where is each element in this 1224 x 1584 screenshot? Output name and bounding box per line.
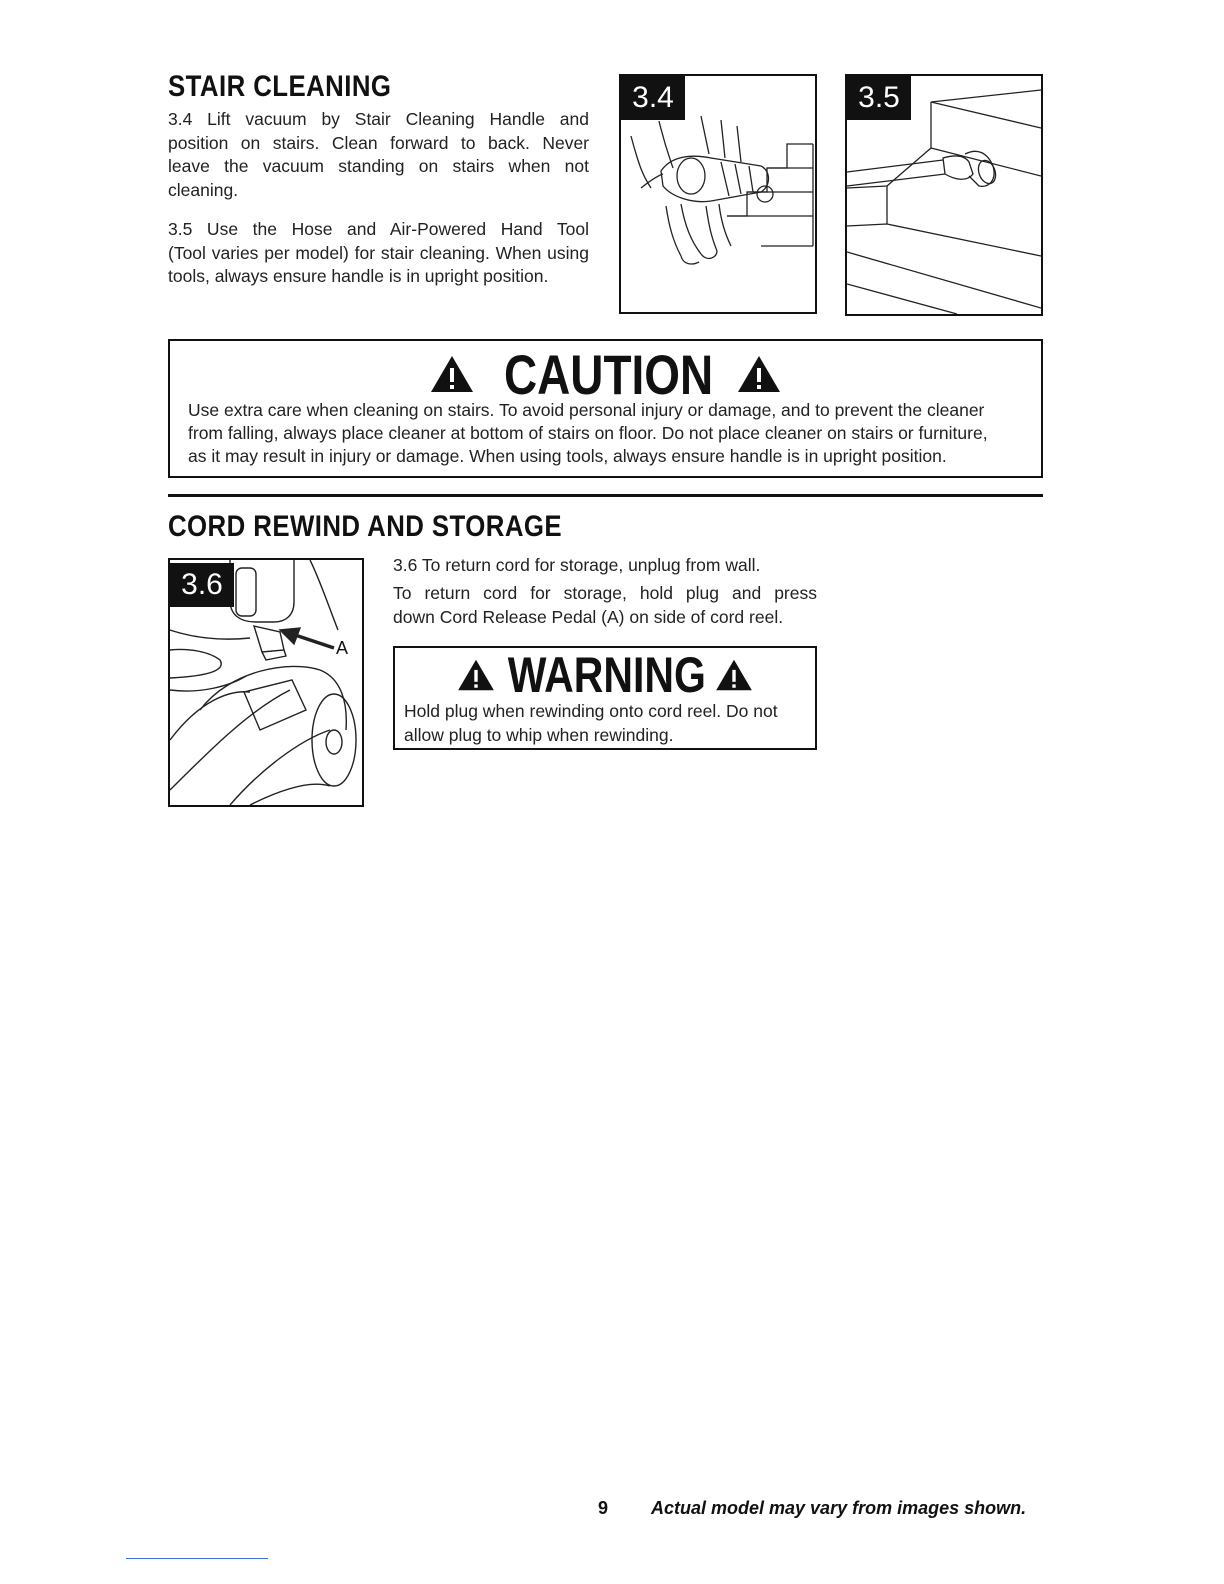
figure-3-4-label: 3.4 <box>621 76 685 120</box>
vacuum-on-stairs-illustration <box>621 76 815 312</box>
cord-storage-text <box>393 582 817 629</box>
warning-line-2: allow plug to whip when rewinding. <box>404 724 674 745</box>
warning-text <box>404 700 814 747</box>
figure-3-5 <box>845 74 1043 316</box>
section-divider <box>168 494 1043 497</box>
callout-a-label: A <box>336 638 349 658</box>
step-3-5-line-2: (Tool varies per model) for stair cleaning. When using <box>168 242 589 263</box>
caution-title-row <box>170 343 1041 405</box>
warning-title: WARNING <box>507 647 707 703</box>
step-3-4-line-2: position on stairs. Clean forward to back. Never <box>168 132 589 153</box>
cord-rewind-heading: CORD REWIND AND STORAGE <box>168 510 563 543</box>
caution-line-1: Use extra care when cleaning on stairs. To avoid personal injury or damage, and to prevent the cleaner <box>188 400 985 420</box>
stair-cleaning-heading: STAIR CLEANING <box>168 70 392 103</box>
caution-text <box>188 399 1028 468</box>
warning-triangle-icon <box>456 658 496 692</box>
warning-title-row <box>395 647 815 703</box>
step-3-6-text <box>393 554 817 578</box>
warning-triangle-icon <box>714 658 754 692</box>
cord-storage-line-1: To return cord for storage, hold plug and press <box>393 583 817 603</box>
hose-tool-on-stairs-illustration <box>847 76 1041 314</box>
footer-note: Actual model may vary from images shown. <box>651 1498 1027 1518</box>
warning-line-1: Hold plug when rewinding onto cord reel. Do not <box>404 701 778 721</box>
caution-line-3: as it may result in injury or damage. When using tools, always ensure handle is in upright position. <box>188 446 947 466</box>
caution-title: CAUTION <box>503 342 714 406</box>
cord-storage-line-2: down Cord Release Pedal (A) on side of cord reel. <box>393 606 784 627</box>
caution-line-2: from falling, always place cleaner at bottom of stairs on floor. Do not place cleaner on stairs or furniture, <box>188 423 988 443</box>
caution-box <box>168 339 1043 478</box>
figure-3-4 <box>619 74 817 314</box>
warning-triangle-icon <box>429 354 475 394</box>
figure-3-5-label: 3.5 <box>847 76 911 120</box>
step-3-5-line-1: 3.5 Use the Hose and Air-Powered Hand Tool <box>168 219 589 239</box>
warning-box <box>393 646 817 750</box>
step-3-6-line-1: 3.6 To return cord for storage, unplug from wall. <box>393 555 761 575</box>
page-number: 9 <box>598 1498 609 1518</box>
figure-3-6 <box>168 558 364 807</box>
step-3-4-line-1: 3.4 Lift vacuum by Stair Cleaning Handle and <box>168 109 589 129</box>
step-3-4-line-3: leave the vacuum standing on stairs when not <box>168 156 589 176</box>
step-3-5-line-3: tools, always ensure handle is in upright position. <box>168 266 549 286</box>
figure-3-6-label: 3.6 <box>170 563 234 607</box>
step-3-5-text <box>168 218 589 289</box>
step-3-4-text <box>168 108 589 202</box>
step-3-4-line-4: cleaning. <box>168 179 239 200</box>
footer-rule <box>126 1558 268 1559</box>
warning-triangle-icon <box>736 354 782 394</box>
